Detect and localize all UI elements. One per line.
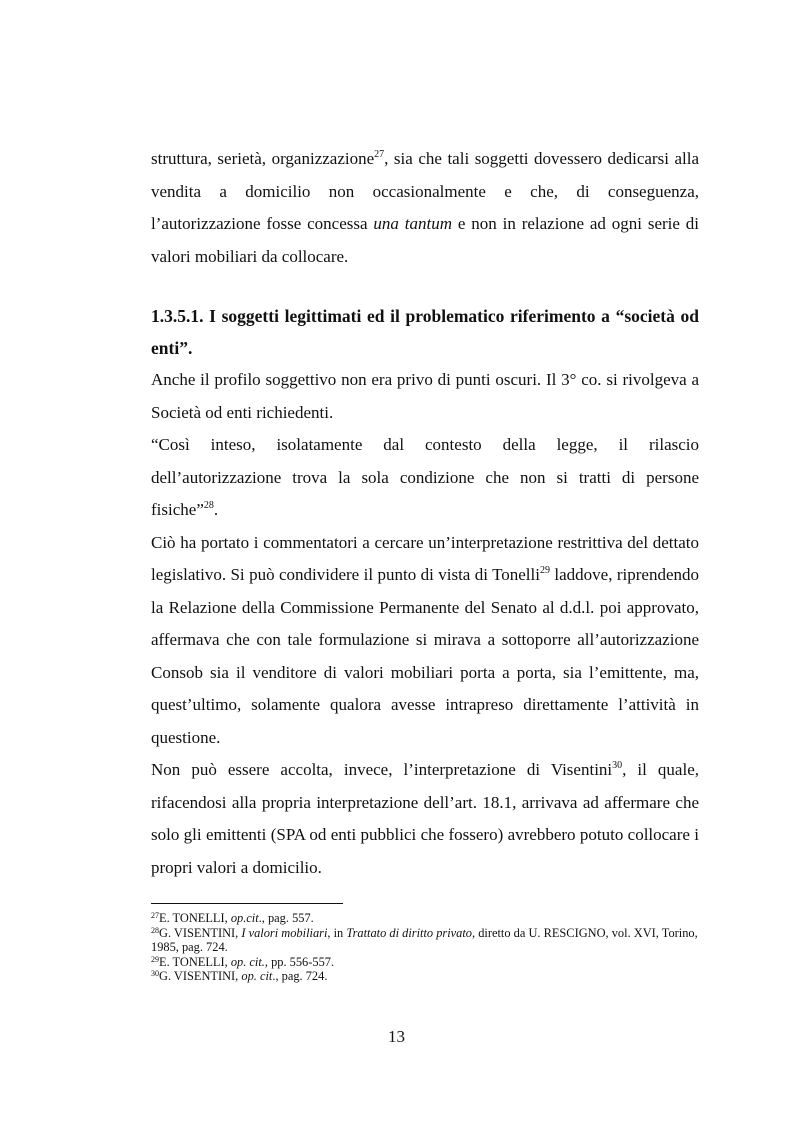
page-number: 13 (388, 1027, 405, 1046)
paragraph-5: Non può essere accolta, invece, l’interpretazione di Visentini$^{30}$, il quale, rifacendosi alla propria interpretazione dell’art. 18.1, arrivava ad affermare che solo gli emittenti (SPA od enti pubblici che fossero) avrebbero potuto collocare i propri valori a domicilio. (151, 760, 699, 877)
footnotes (151, 911, 699, 984)
footnote-29: $^{29}$E. TONELLI, op. cit., pp. 556-557. (151, 954, 335, 969)
footnote-ref-27: 27 (374, 149, 385, 160)
footnote-30: $^{30}$G. VISENTINI, op. cit., pag. 724. (151, 969, 328, 984)
footnote-ref-29: 29 (539, 565, 550, 576)
footnote-28: $^{28}$G. VISENTINI, I valori mobiliari, in Trattato di diritto privato, diretto da U. RESCIGNO, vol. XVI, Torino, 1985, pag. 724. (151, 925, 698, 955)
paragraph-2: Anche il profilo soggettivo non era privo di punti oscuri. Il 3° co. si rivolgeva a Società od enti richiedenti. (151, 370, 699, 422)
footnote-separator (151, 903, 343, 904)
page-body (151, 143, 699, 884)
paragraph-3: “Così inteso, isolatamente dal contesto della legge, il rilascio dell’autorizzazione trova la sola condizione che non si tratti di persone fisiche”$^{28}$. (151, 435, 699, 519)
paragraph-1: struttura, serietà, organizzazione$^{27}$, sia che tali soggetti dovessero dedicarsi alla vendita a domicilio non occasionalmente e che, di conseguenza, l’autorizzazione fosse concessa una tantum e non in relazione ad ogni serie di valori mobiliari da collocare. (151, 149, 700, 266)
footnote-ref-30: 30 (612, 760, 623, 771)
paragraph-4: Ciò ha portato i commentatori a cercare un’interpretazione restrittiva del dettato legislativo. Si può condividere il punto di vista di Tonelli$^{29}$ laddove, riprendendo la Relazione della Commissione Permanente del Senato al d.d.l. poi approvato, affermava che con tale formulazione si mirava a sottoporre all’autorizzazione Consob sia il venditore di valori mobiliari porta a porta, sia l’emittente, ma, quest’ultimo, solamente qualora avesse intrapreso direttamente l’attività in questione. (151, 532, 699, 747)
footnote-27: $^{27}$E. TONELLI, op.cit., pag. 557. (151, 911, 314, 925)
section-heading: 1.3.5.1. I soggetti legittimati ed il problematico riferimento a “società od enti”. (151, 306, 699, 358)
footnote-ref-28: 28 (203, 500, 214, 511)
